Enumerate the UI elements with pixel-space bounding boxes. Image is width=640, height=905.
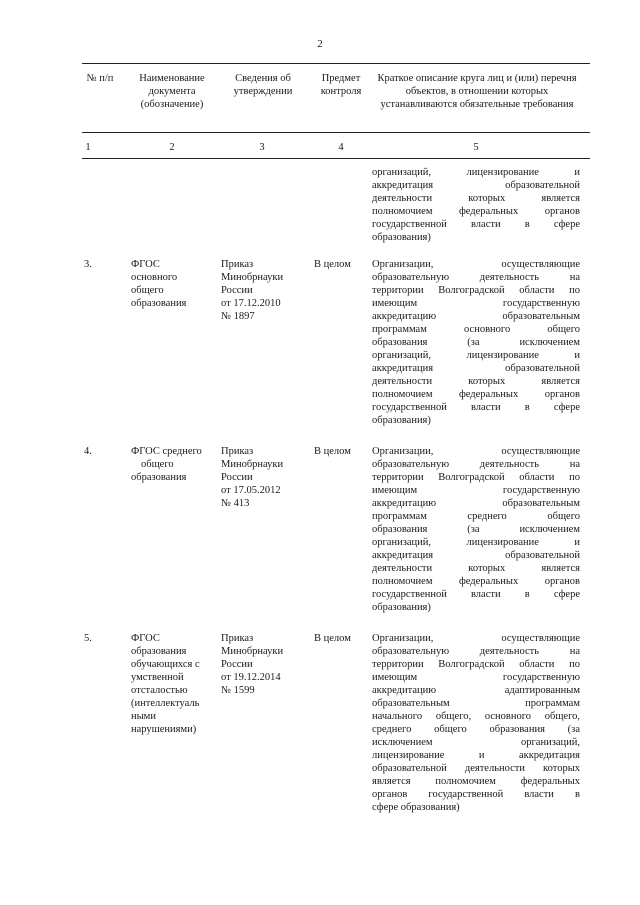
description-line: среднего общего образования (за xyxy=(372,724,580,735)
approval-line: Минобрнауки xyxy=(221,646,284,657)
name-line: отсталостью xyxy=(131,685,188,696)
approval-line: от 17.12.2010 xyxy=(221,298,281,309)
approval-line: России xyxy=(221,472,253,483)
approval-line: Приказ xyxy=(221,633,254,644)
header-control-subject: Предмет контроля xyxy=(320,73,362,97)
description-line: образовательным программам xyxy=(372,698,580,709)
description-line: аккредитацию образовательным xyxy=(372,311,580,322)
name-line: образования xyxy=(131,646,187,657)
description-line: имеющим государственную xyxy=(372,298,580,309)
description-line: аккредитация образовательной xyxy=(372,363,580,374)
column-number: 4 xyxy=(338,142,344,153)
document-name xyxy=(131,258,219,310)
description-line: территории Волгоградской области по xyxy=(372,472,580,483)
approval-info xyxy=(221,445,307,510)
description-line: образовательную деятельность на xyxy=(372,459,580,470)
approval-line: от 17.05.2012 xyxy=(221,485,281,496)
description-line: образовательной деятельности которых xyxy=(372,763,580,774)
control-subject: В целом xyxy=(314,446,351,457)
approval-line: от 19.12.2014 xyxy=(221,672,281,683)
header-document-name: Наименование документа (обозначение) xyxy=(139,73,205,110)
control-subject: В целом xyxy=(314,633,351,644)
approval-line: № 1599 xyxy=(221,685,255,696)
name-line: основного xyxy=(131,272,178,283)
description-line: образования) xyxy=(372,232,431,243)
description-line: аккредитация образовательной xyxy=(372,550,580,561)
description-line: образования (за исключением xyxy=(372,337,580,348)
document-name xyxy=(131,445,219,484)
description-line: полномочием федеральных органов xyxy=(372,389,580,400)
name-line: общего xyxy=(131,285,164,296)
name-line: умственной xyxy=(131,672,184,683)
approval-line: Приказ xyxy=(221,259,254,270)
description-line: деятельности которых является xyxy=(372,193,580,204)
description-line: сфере образования) xyxy=(372,802,460,813)
approval-line: Приказ xyxy=(221,446,254,457)
description-line: организаций, лицензирование и xyxy=(372,167,580,178)
name-line: ФГОС среднего xyxy=(131,446,202,457)
row-description xyxy=(372,445,580,614)
description-line: образования) xyxy=(372,602,431,613)
description-line: Организации, осуществляющие xyxy=(372,633,580,644)
row-number: 5. xyxy=(84,633,92,644)
description-line: организаций, лицензирование и xyxy=(372,537,580,548)
description-line: полномочием федеральных органов xyxy=(372,206,580,217)
description-line: лицензирование и аккредитация xyxy=(372,750,580,761)
row-description xyxy=(372,258,580,427)
description-line: Организации, осуществляющие xyxy=(372,259,580,270)
column-number: 5 xyxy=(473,142,479,153)
name-line: обучающихся с xyxy=(131,659,200,670)
name-line: ными xyxy=(131,711,156,722)
approval-line: Минобрнауки xyxy=(221,459,284,470)
name-line: ФГОС xyxy=(131,633,160,644)
description-line: государственной власти в сфере xyxy=(372,402,580,413)
description-line: образовательную деятельность на xyxy=(372,272,580,283)
name-line: (интеллектуаль xyxy=(131,698,200,709)
description-line: полномочием федеральных органов xyxy=(372,576,580,587)
approval-line: № 413 xyxy=(221,498,250,509)
column-number: 3 xyxy=(259,142,265,153)
approval-line: Минобрнауки xyxy=(221,272,284,283)
column-number: 2 xyxy=(169,142,175,153)
description-line: программам среднего общего xyxy=(372,511,580,522)
row-description xyxy=(372,632,580,814)
approval-line: России xyxy=(221,659,253,670)
description-line: организаций, лицензирование и xyxy=(372,350,580,361)
approval-line: России xyxy=(221,285,253,296)
name-line: общего xyxy=(141,459,174,470)
description-line: аккредитацию образовательным xyxy=(372,498,580,509)
description-line: деятельности которых является xyxy=(372,563,580,574)
description-line: территории Волгоградской области по xyxy=(372,285,580,296)
document-name xyxy=(131,632,219,736)
description-line: государственной власти в сфере xyxy=(372,219,580,230)
name-line: ФГОС xyxy=(131,259,160,270)
description-line: начального общего, основного общего, xyxy=(372,711,580,722)
description-line: аккредитация образовательной xyxy=(372,180,580,191)
name-line: образования xyxy=(131,298,187,309)
description-line: органов государственной власти в xyxy=(372,789,580,800)
description-line: является полномочием федеральных xyxy=(372,776,580,787)
description-line: государственной власти в сфере xyxy=(372,589,580,600)
column-number: 1 xyxy=(85,142,91,153)
approval-info xyxy=(221,632,307,697)
name-line: нарушениями) xyxy=(131,724,197,735)
description-line: Организации, осуществляющие xyxy=(372,446,580,457)
description-line: деятельности которых является xyxy=(372,376,580,387)
page-number: 2 xyxy=(317,38,323,50)
description-line: образования (за исключением xyxy=(372,524,580,535)
description-line: образовательную деятельность на xyxy=(372,646,580,657)
row-number: 3. xyxy=(84,259,92,270)
table-top-rule xyxy=(82,63,590,64)
description-line: имеющим государственную xyxy=(372,485,580,496)
approval-line: № 1897 xyxy=(221,311,255,322)
control-subject: В целом xyxy=(314,259,351,270)
description-line: аккредитацию адаптированным xyxy=(372,685,580,696)
continuation-description xyxy=(372,166,580,244)
table-header-rule xyxy=(82,132,590,133)
name-line: образования xyxy=(131,472,187,483)
description-line: образования) xyxy=(372,415,431,426)
header-number: № п/п xyxy=(86,73,114,84)
description-line: имеющим государственную xyxy=(372,672,580,683)
approval-info xyxy=(221,258,307,323)
description-line: исключением организаций, xyxy=(372,737,580,748)
header-approval-info: Сведения об утверждении xyxy=(233,73,293,97)
description-line: территории Волгоградской области по xyxy=(372,659,580,670)
row-number: 4. xyxy=(84,446,92,457)
header-description: Краткое описание круга лиц и (или) перечня объектов, в отношении которых устанавливаются обязательные требования xyxy=(377,73,577,110)
table-numbering-rule xyxy=(82,158,590,159)
description-line: программам основного общего xyxy=(372,324,580,335)
